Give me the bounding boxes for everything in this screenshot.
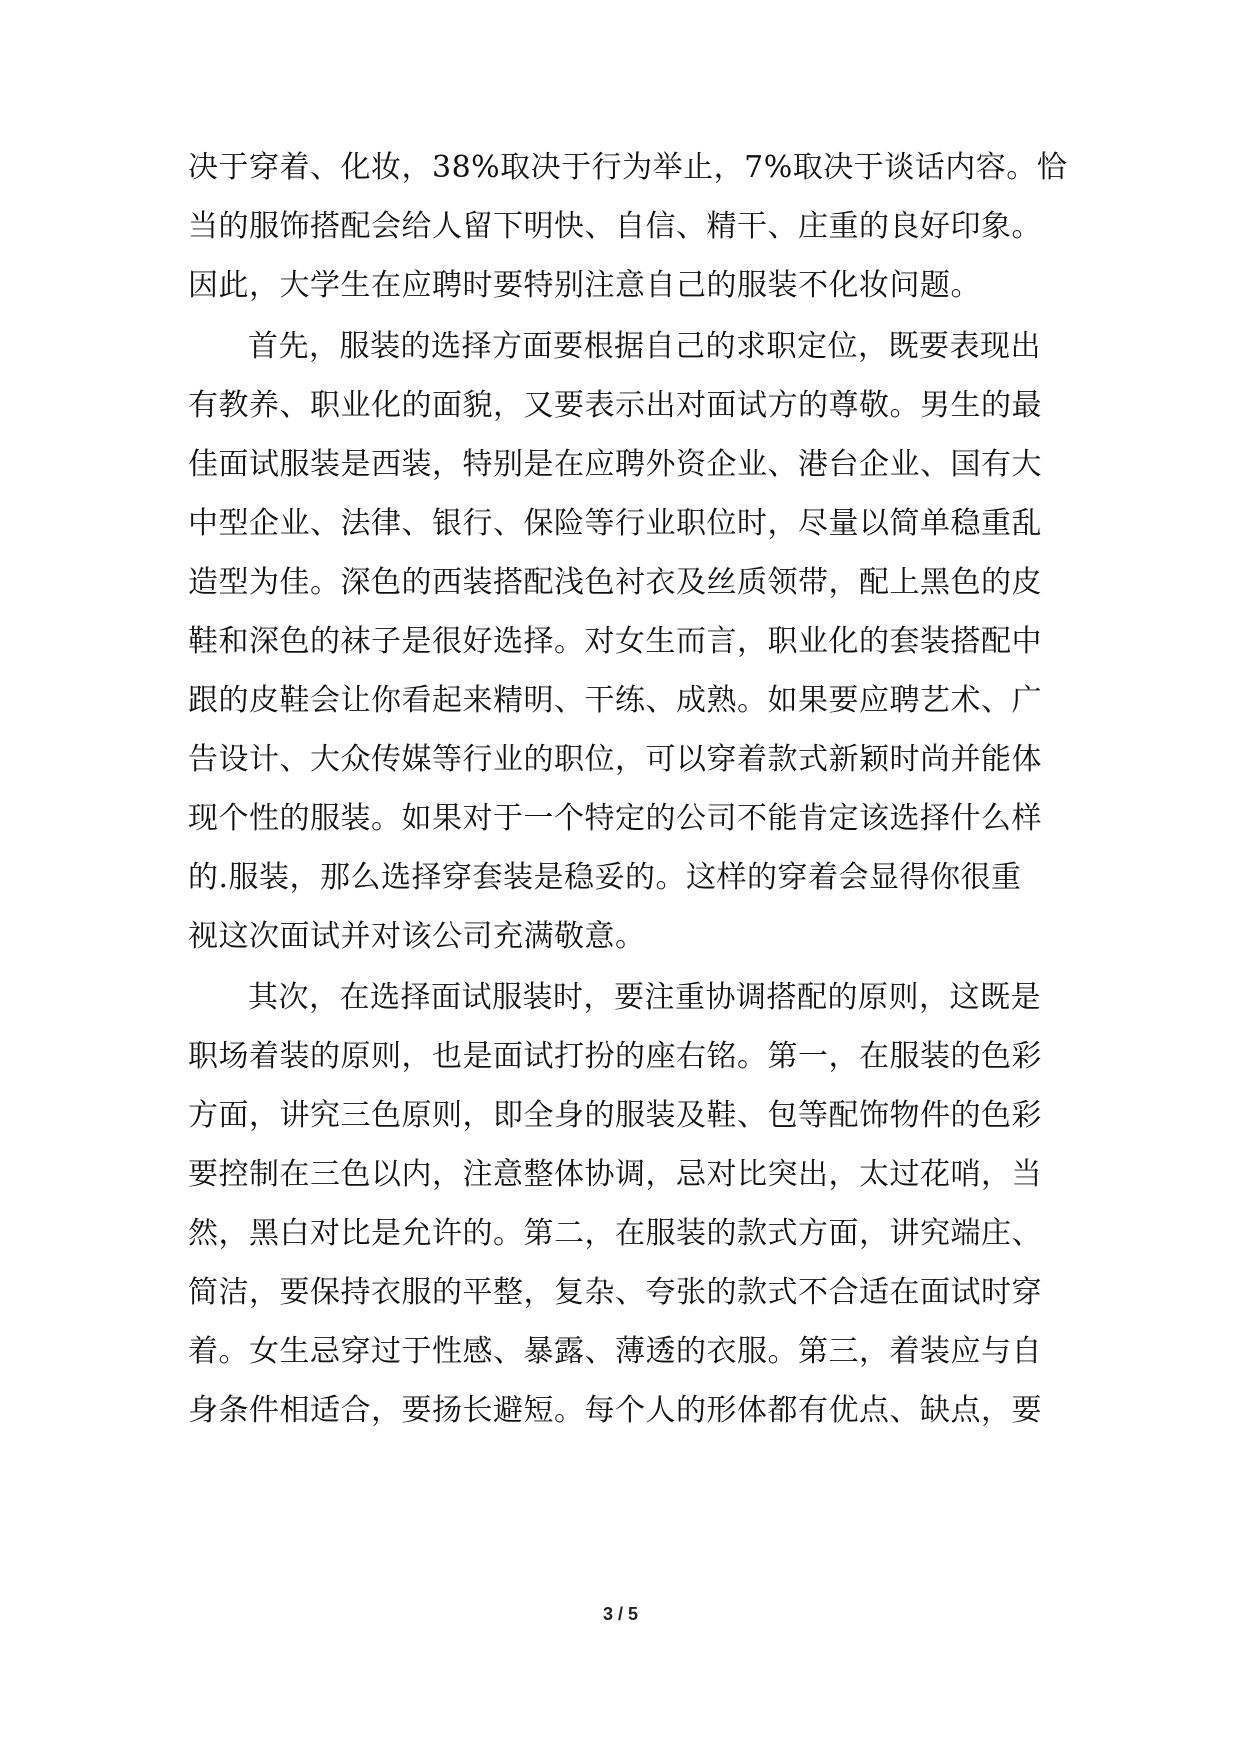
text-line: 职场着装的原则，也是面试打扮的座右铭。第一，在服装的色彩 [188, 1039, 1042, 1074]
text-line: 佳面试服装是西装，特别是在应聘外资企业、港台企业、国有大 [188, 447, 1042, 482]
text-line: 鞋和深色的袜子是很好选择。对女生而言，职业化的套装搭配中 [188, 624, 1042, 659]
text-line: 身条件相适合，要扬长避短。每个人的形体都有优点、缺点，要 [188, 1393, 1042, 1428]
paragraph-first-line: 其次，在选择面试服装时，要注重协调搭配的原则，这既是 [248, 980, 1041, 1015]
text-line: 现个性的服装。如果对于一个特定的公司不能肯定该选择什么样 [188, 801, 1042, 836]
text-line: 着。女生忌穿过于性感、暴露、薄透的衣服。第三，着装应与自 [188, 1334, 1042, 1369]
text-line: 有教养、职业化的面貌，又要表示出对面试方的尊敬。男生的最 [188, 388, 1042, 423]
text-line: 当的服饰搭配会给人留下明快、自信、精干、庄重的良好印象。 [188, 209, 1042, 244]
text-line: 方面，讲究三色原则，即全身的服装及鞋、包等配饰物件的色彩 [188, 1098, 1042, 1133]
text-line: 中型企业、法律、银行、保险等行业职位时，尽量以简单稳重乱 [188, 506, 1042, 541]
text-line: 跟的皮鞋会让你看起来精明、干练、成熟。如果要应聘艺术、广 [188, 683, 1042, 718]
text-line: 造型为佳。深色的西装搭配浅色衬衣及丝质领带，配上黑色的皮 [188, 565, 1042, 600]
text-line: 简洁，要保持衣服的平整，复杂、夸张的款式不合适在面试时穿 [188, 1275, 1042, 1310]
text-line: 然，黑白对比是允许的。第二，在服装的款式方面，讲究端庄、 [188, 1216, 1042, 1251]
text-line: 要控制在三色以内，注意整体协调，忌对比突出，太过花哨，当 [188, 1157, 1042, 1192]
text-line: 视这次面试并对该公司充满敬意。 [188, 919, 646, 954]
text-line: 决于穿着、化妆，38%取决于行为举止，7%取决于谈话内容。恰 [188, 150, 1068, 185]
paragraph-first-line: 首先，服装的选择方面要根据自己的求职定位，既要表现出 [248, 329, 1041, 364]
text-line: 因此，大学生在应聘时要特别注意自己的服装不化妆问题。 [188, 268, 981, 303]
text-line: 告设计、大众传媒等行业的职位，可以穿着款式新颖时尚并能体 [188, 742, 1042, 777]
text-line: 的.服装，那么选择穿套装是稳妥的。这样的穿着会显得你很重 [188, 860, 1022, 895]
page-number: 3 / 5 [602, 1604, 639, 1624]
